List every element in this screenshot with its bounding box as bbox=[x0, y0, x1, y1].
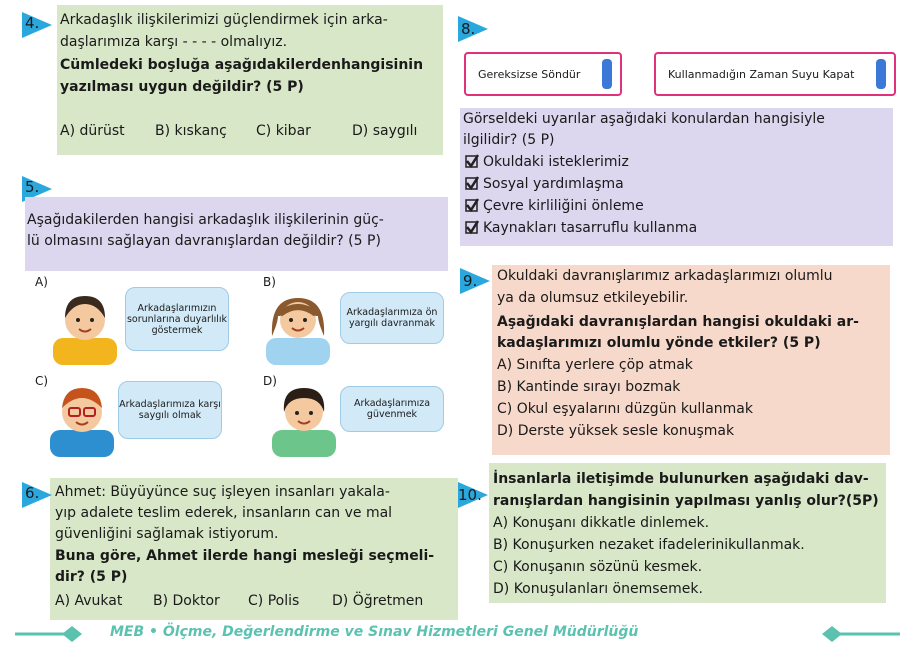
question-5-option-a-label[interactable]: A) bbox=[35, 275, 48, 289]
exclamation-icon bbox=[876, 59, 886, 89]
question-8-option-a[interactable] bbox=[465, 152, 629, 173]
question-10-option-d[interactable]: D) Konuşulanları önemsemek. bbox=[493, 581, 703, 597]
question-10-prompt-line2: ranışlardan hangisinin yapılması yanlış olur?(5P) bbox=[493, 493, 879, 509]
warning-sign-2 bbox=[654, 52, 896, 96]
question-4-stem-line1: Arkadaşlık ilişkilerimizi güçlendirmek için arka- bbox=[60, 12, 388, 28]
question-5-number: 5. bbox=[25, 178, 40, 196]
question-5-option-a-bubble: Arkadaşlarımızın sorunlarına duyarlılık göstermek bbox=[125, 287, 229, 351]
warning-sign-1 bbox=[464, 52, 622, 96]
child-c-illustration bbox=[42, 382, 122, 457]
question-6-option-d[interactable]: D) Öğretmen bbox=[332, 593, 424, 609]
question-8-option-d[interactable] bbox=[465, 218, 697, 239]
question-4-option-b[interactable]: B) kıskanç bbox=[155, 123, 227, 139]
exclamation-icon bbox=[602, 59, 612, 89]
question-4-option-a[interactable]: A) dürüst bbox=[60, 123, 125, 139]
question-9-stem-line2: ya da olumsuz etkileyebilir. bbox=[497, 290, 689, 306]
question-9-option-d[interactable]: D) Derste yüksek sesle konuşmak bbox=[497, 423, 735, 439]
warning-sign-1-text: Gereksizse Söndür bbox=[478, 67, 581, 81]
warning-sign-2-text: Kullanmadığın Zaman Suyu Kapat bbox=[668, 67, 855, 81]
question-8-option-c[interactable] bbox=[465, 196, 644, 217]
question-9-stem-line1: Okuldaki davranışlarımız arkadaşlarımızı olumlu bbox=[497, 268, 833, 284]
question-6-stem-line1: Ahmet: Büyüyünce suç işleyen insanları yakala- bbox=[55, 484, 390, 500]
question-6-prompt-line2: dir? (5 P) bbox=[55, 569, 128, 585]
question-6-number: 6. bbox=[25, 484, 40, 502]
question-9-prompt-line1: Aşağıdaki davranışlardan hangisi okuldaki ar- bbox=[497, 314, 859, 330]
question-9-option-a[interactable]: A) Sınıfta yerlere çöp atmak bbox=[497, 357, 693, 373]
child-b-illustration bbox=[258, 290, 338, 365]
question-4-prompt-line2: yazılması uygun değildir? (5 P) bbox=[60, 79, 304, 95]
question-8-stem-line1: Görseldeki uyarılar aşağıdaki konulardan hangisiyle bbox=[463, 111, 825, 127]
question-10-option-b[interactable]: B) Konuşurken nezaket ifadelerinikullanmak. bbox=[493, 537, 805, 553]
question-6-prompt-line1: Buna göre, Ahmet ilerde hangi mesleği seçmeli- bbox=[55, 548, 435, 564]
question-8-option-b-text: Sosyal yardımlaşma bbox=[483, 176, 624, 192]
question-9-option-c[interactable]: C) Okul eşyalarını düzgün kullanmak bbox=[497, 401, 753, 417]
question-4-option-d[interactable]: D) saygılı bbox=[352, 123, 418, 139]
question-5-stem-line1: Aşağıdakilerden hangisi arkadaşlık ilişkilerinin güç- bbox=[27, 212, 384, 228]
question-8-option-b[interactable] bbox=[465, 174, 624, 195]
question-4-prompt-line1: Cümledeki boşluğa aşağıdakilerdenhangisinin bbox=[60, 57, 424, 73]
question-10-option-a[interactable]: A) Konuşanı dikkatle dinlemek. bbox=[493, 515, 710, 531]
question-9-number: 9. bbox=[463, 272, 478, 290]
question-5-option-c-bubble: Arkadaşlarımıza karşı saygılı olmak bbox=[118, 381, 222, 439]
checkbox-icon bbox=[465, 176, 479, 190]
question-9-prompt-line2: kadaşlarımızı olumlu yönde etkiler? (5 P) bbox=[497, 335, 821, 351]
question-4-number: 4. bbox=[25, 14, 40, 32]
footer-text: MEB • Ölçme, Değerlendirme ve Sınav Hizmetleri Genel Müdürlüğü bbox=[110, 624, 639, 640]
question-9-option-b[interactable]: B) Kantinde sırayı bozmak bbox=[497, 379, 681, 395]
question-10-option-c[interactable]: C) Konuşanın sözünü kesmek. bbox=[493, 559, 703, 575]
checkbox-icon bbox=[465, 154, 479, 168]
question-5-option-c-label[interactable]: C) bbox=[35, 374, 49, 388]
question-5-option-b-bubble: Arkadaşlarımıza ön yargılı davranmak bbox=[340, 292, 444, 344]
checkbox-icon bbox=[465, 198, 479, 212]
question-10-number: 10. bbox=[458, 486, 482, 504]
child-d-illustration bbox=[264, 382, 344, 457]
question-8-stem-line2: ilgilidir? (5 P) bbox=[463, 132, 555, 148]
question-6-stem-line3: güvenliğini sağlamak istiyorum. bbox=[55, 526, 279, 542]
question-10-prompt-line1: İnsanlarla iletişimde bulunurken aşağıdaki dav- bbox=[493, 471, 869, 487]
question-5-option-b-label[interactable]: B) bbox=[263, 275, 276, 289]
question-5-stem-line2: lü olmasını sağlayan davranışlardan değildir? (5 P) bbox=[27, 233, 381, 249]
question-8-option-d-text: Kaynakları tasarruflu kullanma bbox=[483, 220, 698, 236]
question-5-option-d-bubble: Arkadaşlarımıza güvenmek bbox=[340, 386, 444, 432]
child-a-illustration bbox=[45, 290, 125, 365]
question-8-option-a-text: Okuldaki isteklerimiz bbox=[483, 154, 629, 170]
question-6-option-b[interactable]: B) Doktor bbox=[153, 593, 220, 609]
question-4-option-c[interactable]: C) kibar bbox=[256, 123, 311, 139]
question-6-option-c[interactable]: C) Polis bbox=[248, 593, 300, 609]
question-6-stem-line2: yıp adalete teslim ederek, insanların can ve mal bbox=[55, 505, 393, 521]
checkbox-icon bbox=[465, 220, 479, 234]
question-8-option-c-text: Çevre kirliliğini önleme bbox=[483, 198, 644, 214]
question-4-stem-line2: daşlarımıza karşı - - - - olmalıyız. bbox=[60, 34, 288, 50]
question-8-number: 8. bbox=[461, 20, 476, 38]
question-6-option-a[interactable]: A) Avukat bbox=[55, 593, 123, 609]
question-5-option-d-label[interactable]: D) bbox=[263, 374, 277, 388]
